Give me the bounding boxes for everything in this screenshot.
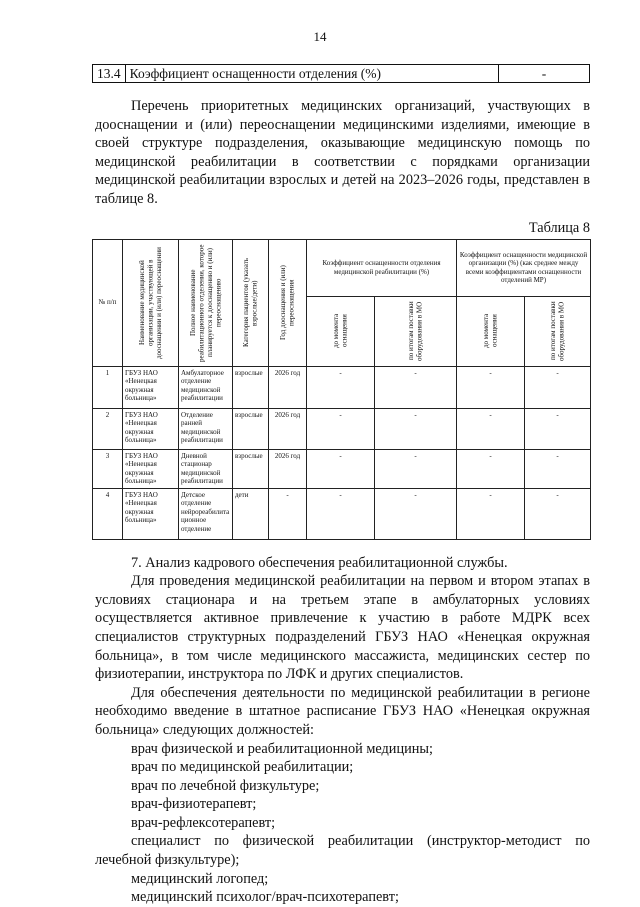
cell-v1: - [307, 366, 375, 408]
cell-dept: Отделение ранней медицинской реабилитации [179, 408, 233, 449]
row-label: Коэффициент оснащенности отделения (%) [125, 65, 498, 83]
header-num: № п/п [93, 239, 123, 366]
cell-v4: - [525, 408, 591, 449]
position-item: врач-рефлексотерапевт; [131, 814, 276, 831]
header-after-1: по итогам поставки оборудования в МО [407, 301, 424, 361]
cell-org: ГБУЗ НАО «Ненецкая окружная больница» [123, 366, 179, 408]
header-before-1: до момента оснащения [332, 313, 349, 349]
page-number: 14 [313, 29, 327, 44]
section-text [95, 554, 590, 907]
table-row [93, 65, 590, 83]
table-caption: Таблица 8 [528, 219, 590, 236]
cell-v2: - [375, 408, 457, 449]
position-item: медицинский психолог/врач-психотерапевт; [131, 889, 399, 906]
header-category: Категория пациентов (указать взрослые/дети) [242, 258, 259, 348]
cell-num: 2 [93, 408, 123, 449]
section-heading: 7. Анализ кадрового обеспечения реабилитационной службы. [131, 554, 508, 571]
cell-org: ГБУЗ НАО «Ненецкая окружная больница» [123, 488, 179, 539]
table-row [93, 488, 591, 539]
intro-paragraph: Перечень приоритетных медицинских организаций, участвующих в дооснащении и (или) переоснащении медицинскими изделиями, имеющие в своей структуре подразделения, оказывающие медицинскую помощь по медицинской реабилитации в соответствии с порядками организации медицинской реабилитации взрослых и детей на 2023–2026 годы, представлен в таблице 8. [95, 98, 590, 207]
cell-v2: - [375, 488, 457, 539]
position-item: врач по лечебной физкультуре; [131, 777, 320, 794]
cell-num: 4 [93, 488, 123, 539]
table-row [93, 449, 591, 488]
cell-year: 2026 год [269, 366, 307, 408]
header-dept-coef: Коэффициент оснащенности отделения медицинской реабилитации (%) [307, 239, 457, 296]
header-before-2: до момента оснащения [482, 313, 499, 349]
cell-v4: - [525, 449, 591, 488]
section-paragraph-1: Для проведения медицинской реабилитации на первом и втором этапах в условиях стационара и на третьем этапе в амбулаторных условиях осуществляется активное привлечение к участию в работе МДРК всех специалистов структурных подразделений ГБУЗ НАО «Ненецкая окружная больница», в том числе медицинского массажиста, медицинских сестер по физиотерапии, инструктора по ЛФК и других специалистов. [95, 573, 590, 683]
header-mo-coef: Коэффициент оснащенности медицинской организации (%) (как среднее между всеми коэффициентами оснащенности отделений МР) [457, 239, 591, 296]
cell-year: 2026 год [269, 449, 307, 488]
cell-dept: Амбулаторное отделение медицинской реабилитации [179, 366, 233, 408]
header-dept: Полное наименование реабилитационного отделения, которое планируется к дооснащению и (или) переоснащению [188, 243, 222, 362]
cell-v4: - [525, 488, 591, 539]
section-paragraph-2: Для обеспечения деятельности по медицинской реабилитации в регионе необходимо введение в штатное расписание ГБУЗ НАО «Ненецкая окружная больница» следующих должностей: [95, 684, 590, 738]
cell-v3: - [457, 488, 525, 539]
position-item: медицинский логопед; [131, 870, 269, 887]
cell-dept: Детское отделение нейрореабилитационное отделение [179, 488, 233, 539]
position-item: специалист по физической реабилитации (инструктор-методист по лечебной физкультуре); [95, 833, 590, 869]
row-value: - [499, 65, 590, 83]
table-row [93, 366, 591, 408]
header-after-2: по итогам поставки оборудования в МО [549, 301, 566, 361]
table-8 [92, 239, 591, 540]
cell-category: взрослые [233, 408, 269, 449]
table-row [93, 408, 591, 449]
row-number: 13.4 [93, 65, 126, 83]
intro-text [95, 97, 590, 209]
page-body [92, 97, 590, 907]
positions-list [95, 740, 590, 907]
cell-category: дети [233, 488, 269, 539]
cell-v1: - [307, 449, 375, 488]
cell-v1: - [307, 408, 375, 449]
header-year: Год дооснащения и (или) переоснащения [279, 265, 296, 340]
header-org: Наименование медицинской организации, участвующей в дооснащении и (или) переоснащении [137, 246, 163, 359]
position-item: врач по медицинской реабилитации; [131, 759, 354, 776]
position-item: врач физической и реабилитационной медицины; [131, 740, 433, 757]
cell-category: взрослые [233, 366, 269, 408]
cell-v3: - [457, 449, 525, 488]
cell-num: 3 [93, 449, 123, 488]
cell-v3: - [457, 408, 525, 449]
indicator-row-table [92, 64, 590, 83]
cell-num: 1 [93, 366, 123, 408]
cell-category: взрослые [233, 449, 269, 488]
cell-year: 2026 год [269, 408, 307, 449]
cell-v2: - [375, 366, 457, 408]
cell-v1: - [307, 488, 375, 539]
cell-v2: - [375, 449, 457, 488]
cell-v4: - [525, 366, 591, 408]
cell-org: ГБУЗ НАО «Ненецкая окружная больница» [123, 449, 179, 488]
cell-v3: - [457, 366, 525, 408]
cell-org: ГБУЗ НАО «Ненецкая окружная больница» [123, 408, 179, 449]
cell-dept: Дневной стационар медицинской реабилитации [179, 449, 233, 488]
cell-year: - [269, 488, 307, 539]
position-item: врач-физиотерапевт; [131, 796, 257, 813]
